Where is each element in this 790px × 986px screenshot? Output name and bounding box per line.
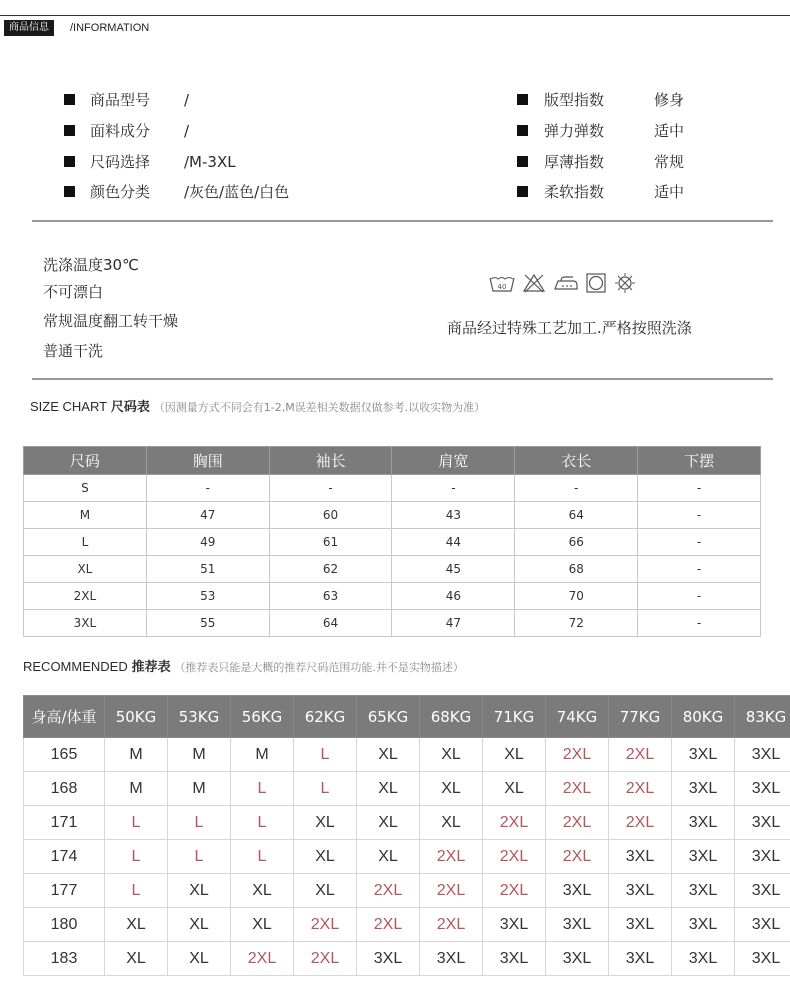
size-cell: 2XL [483, 840, 546, 874]
table-cell: - [638, 475, 761, 502]
height-cell: 177 [24, 874, 105, 908]
height-cell: 168 [24, 772, 105, 806]
column-header: 80KG [672, 696, 735, 738]
size-cell: 2XL [420, 874, 483, 908]
table-cell: 64 [515, 502, 638, 529]
attr-value: 常规 [654, 153, 685, 171]
height-cell: 165 [24, 738, 105, 772]
size-cell: M [105, 772, 168, 806]
size-cell: 2XL [357, 908, 420, 942]
bullet-icon [517, 94, 528, 105]
size-cell: L [105, 806, 168, 840]
size-cell: M [231, 738, 294, 772]
recommended-title [23, 659, 464, 676]
attr-label: 厚薄指数 [544, 153, 605, 171]
size-cell: 2XL [483, 806, 546, 840]
size-cell: M [168, 738, 231, 772]
table-cell: 66 [515, 529, 638, 556]
table-cell: 2XL [24, 583, 147, 610]
table-cell: 64 [269, 610, 392, 637]
table-cell: - [515, 475, 638, 502]
size-cell: 3XL [546, 874, 609, 908]
table-cell: 53 [146, 583, 269, 610]
size-cell: 3XL [609, 874, 672, 908]
attr-label: 面料成分 [90, 122, 151, 140]
table-cell: - [638, 583, 761, 610]
size-cell: 3XL [420, 942, 483, 976]
table-cell: - [146, 475, 269, 502]
section-subtitle: /INFORMATION [70, 22, 150, 34]
size-cell: 2XL [294, 942, 357, 976]
bullet-icon [517, 125, 528, 136]
column-header: 胸围 [146, 447, 269, 475]
size-cell: 2XL [609, 806, 672, 840]
size-cell: XL [357, 840, 420, 874]
table-row [24, 529, 761, 556]
no-bleach-icon [521, 272, 547, 294]
table-row [24, 874, 790, 908]
table-row [24, 556, 761, 583]
size-cell: 2XL [231, 942, 294, 976]
table-cell: 47 [392, 610, 515, 637]
size-cell: XL [357, 806, 420, 840]
size-cell: XL [168, 942, 231, 976]
table-cell: L [24, 529, 147, 556]
care-line: 不可漂白 [43, 283, 104, 301]
size-cell: 2XL [609, 738, 672, 772]
table-cell: M [24, 502, 147, 529]
height-cell: 183 [24, 942, 105, 976]
column-header: 50KG [105, 696, 168, 738]
size-cell: XL [294, 840, 357, 874]
table-cell: - [638, 529, 761, 556]
table-cell: 62 [269, 556, 392, 583]
size-cell: XL [483, 772, 546, 806]
attr-label: 尺码选择 [90, 153, 151, 171]
size-cell: 3XL [546, 942, 609, 976]
table-cell: 68 [515, 556, 638, 583]
attr-value: /灰色/蓝色/白色 [184, 183, 290, 201]
size-cell: 2XL [609, 772, 672, 806]
column-header: 68KG [420, 696, 483, 738]
table-cell: 55 [146, 610, 269, 637]
care-icons [489, 271, 637, 295]
column-header: 下摆 [638, 447, 761, 475]
divider [32, 220, 773, 222]
size-cell: 3XL [672, 806, 735, 840]
size-cell: 2XL [420, 840, 483, 874]
size-cell: XL [168, 908, 231, 942]
size-chart-table [23, 446, 761, 637]
size-cell: L [105, 874, 168, 908]
size-cell: 3XL [735, 806, 790, 840]
size-cell: XL [105, 942, 168, 976]
size-cell: 2XL [546, 772, 609, 806]
size-cell: 3XL [609, 942, 672, 976]
table-header-row [24, 447, 761, 475]
table-cell: - [269, 475, 392, 502]
column-header: 53KG [168, 696, 231, 738]
column-header: 65KG [357, 696, 420, 738]
height-cell: 180 [24, 908, 105, 942]
size-cell: L [168, 840, 231, 874]
column-header: 71KG [483, 696, 546, 738]
size-cell: XL [231, 874, 294, 908]
care-line: 普通干洗 [43, 342, 104, 360]
size-cell: 2XL [357, 874, 420, 908]
attr-label: 商品型号 [90, 91, 151, 109]
size-cell: M [105, 738, 168, 772]
size-cell: L [231, 806, 294, 840]
table-cell: - [638, 610, 761, 637]
iron-icon [553, 272, 579, 294]
bullet-icon [64, 156, 75, 167]
size-cell: XL [420, 772, 483, 806]
size-cell: 3XL [672, 840, 735, 874]
attr-label: 弹力弹数 [544, 122, 605, 140]
care-line: 洗涤温度30℃ [43, 256, 139, 274]
wash-temp-label: 40 [497, 283, 507, 291]
size-cell: 3XL [735, 874, 790, 908]
table-cell: 72 [515, 610, 638, 637]
size-cell: 3XL [357, 942, 420, 976]
recommended-note: （推荐表只能是大概的推荐尺码范围功能.并不是实物描述） [174, 661, 464, 674]
table-cell: 61 [269, 529, 392, 556]
size-chart-title-en: SIZE CHART [30, 399, 108, 414]
attr-value: 适中 [654, 183, 685, 201]
size-cell: XL [294, 874, 357, 908]
size-chart-note: （因测量方式不同会有1-2,M误差相关数据仅做参考.以收实物为准） [153, 401, 486, 414]
size-cell: XL [231, 908, 294, 942]
size-cell: 2XL [294, 908, 357, 942]
column-header: 62KG [294, 696, 357, 738]
size-cell: 3XL [672, 738, 735, 772]
table-cell: XL [24, 556, 147, 583]
attr-value: /M-3XL [184, 153, 236, 171]
care-line: 常规温度翻工转干燥 [43, 312, 179, 330]
column-header: 肩宽 [392, 447, 515, 475]
table-cell: 70 [515, 583, 638, 610]
bullet-icon [517, 186, 528, 197]
recommended-table [23, 695, 790, 976]
size-cell: XL [105, 908, 168, 942]
size-cell: 3XL [735, 908, 790, 942]
attr-value: 适中 [654, 122, 685, 140]
table-row [24, 772, 790, 806]
table-header-row [24, 696, 790, 738]
bullet-icon [64, 186, 75, 197]
bullet-icon [64, 94, 75, 105]
size-cell: 3XL [735, 738, 790, 772]
top-rule [0, 15, 790, 16]
size-cell: 3XL [672, 942, 735, 976]
recommended-title-en: RECOMMENDED [23, 659, 128, 674]
size-cell: 3XL [483, 942, 546, 976]
size-cell: XL [483, 738, 546, 772]
table-row [24, 475, 761, 502]
table-row [24, 502, 761, 529]
divider [32, 378, 773, 380]
table-row [24, 583, 761, 610]
table-cell: 60 [269, 502, 392, 529]
bullet-icon [517, 156, 528, 167]
size-cell: 3XL [735, 942, 790, 976]
size-cell: 3XL [735, 772, 790, 806]
table-row [24, 738, 790, 772]
size-cell: XL [168, 874, 231, 908]
section-tag: 商品信息 [4, 20, 54, 36]
attr-value: / [184, 91, 190, 109]
table-cell: - [638, 502, 761, 529]
size-cell: 3XL [672, 908, 735, 942]
size-cell: XL [357, 772, 420, 806]
size-cell: 3XL [483, 908, 546, 942]
dry-clean-icon [613, 271, 637, 295]
column-header: 尺码 [24, 447, 147, 475]
size-cell: 3XL [609, 840, 672, 874]
height-cell: 174 [24, 840, 105, 874]
table-cell: 45 [392, 556, 515, 583]
table-cell: 47 [146, 502, 269, 529]
size-cell: 2XL [483, 874, 546, 908]
recommended-title-zh: 推荐表 [131, 660, 171, 675]
size-cell: 3XL [672, 772, 735, 806]
table-cell: 46 [392, 583, 515, 610]
size-chart-title-zh: 尺码表 [110, 400, 150, 415]
size-cell: 2XL [546, 840, 609, 874]
size-cell: XL [420, 738, 483, 772]
size-cell: 2XL [420, 908, 483, 942]
column-header: 衣长 [515, 447, 638, 475]
column-header: 袖长 [269, 447, 392, 475]
table-cell: 63 [269, 583, 392, 610]
bullet-icon [64, 125, 75, 136]
size-cell: L [294, 738, 357, 772]
size-cell: L [231, 772, 294, 806]
size-cell: L [231, 840, 294, 874]
table-cell: S [24, 475, 147, 502]
size-cell: XL [420, 806, 483, 840]
height-cell: 171 [24, 806, 105, 840]
table-cell: 44 [392, 529, 515, 556]
table-cell: - [638, 556, 761, 583]
size-cell: L [294, 772, 357, 806]
size-cell: M [168, 772, 231, 806]
size-chart-title [30, 399, 485, 416]
table-row [24, 610, 761, 637]
column-header: 身高/体重 [24, 696, 105, 738]
column-header: 74KG [546, 696, 609, 738]
attr-label: 版型指数 [544, 91, 605, 109]
table-row [24, 942, 790, 976]
table-row [24, 806, 790, 840]
attr-value: 修身 [654, 91, 685, 109]
column-header: 83KG [735, 696, 790, 738]
table-cell: 49 [146, 529, 269, 556]
size-cell: 3XL [546, 908, 609, 942]
tumble-dry-icon [585, 272, 607, 294]
size-cell: 2XL [546, 806, 609, 840]
table-cell: - [392, 475, 515, 502]
table-cell: 43 [392, 502, 515, 529]
size-cell: 3XL [672, 874, 735, 908]
size-cell: 3XL [735, 840, 790, 874]
size-cell: L [168, 806, 231, 840]
table-cell: 3XL [24, 610, 147, 637]
table-row [24, 908, 790, 942]
column-header: 56KG [231, 696, 294, 738]
size-cell: 3XL [609, 908, 672, 942]
table-row [24, 840, 790, 874]
size-cell: XL [357, 738, 420, 772]
size-cell: XL [294, 806, 357, 840]
size-cell: L [105, 840, 168, 874]
care-note: 商品经过特殊工艺加工.严格按照洗涤 [447, 319, 692, 337]
attr-label: 柔软指数 [544, 183, 605, 201]
column-header: 77KG [609, 696, 672, 738]
attr-value: / [184, 122, 190, 140]
table-cell: 51 [146, 556, 269, 583]
attr-label: 颜色分类 [90, 183, 151, 201]
wash-40-icon [489, 272, 515, 294]
size-cell: 2XL [546, 738, 609, 772]
